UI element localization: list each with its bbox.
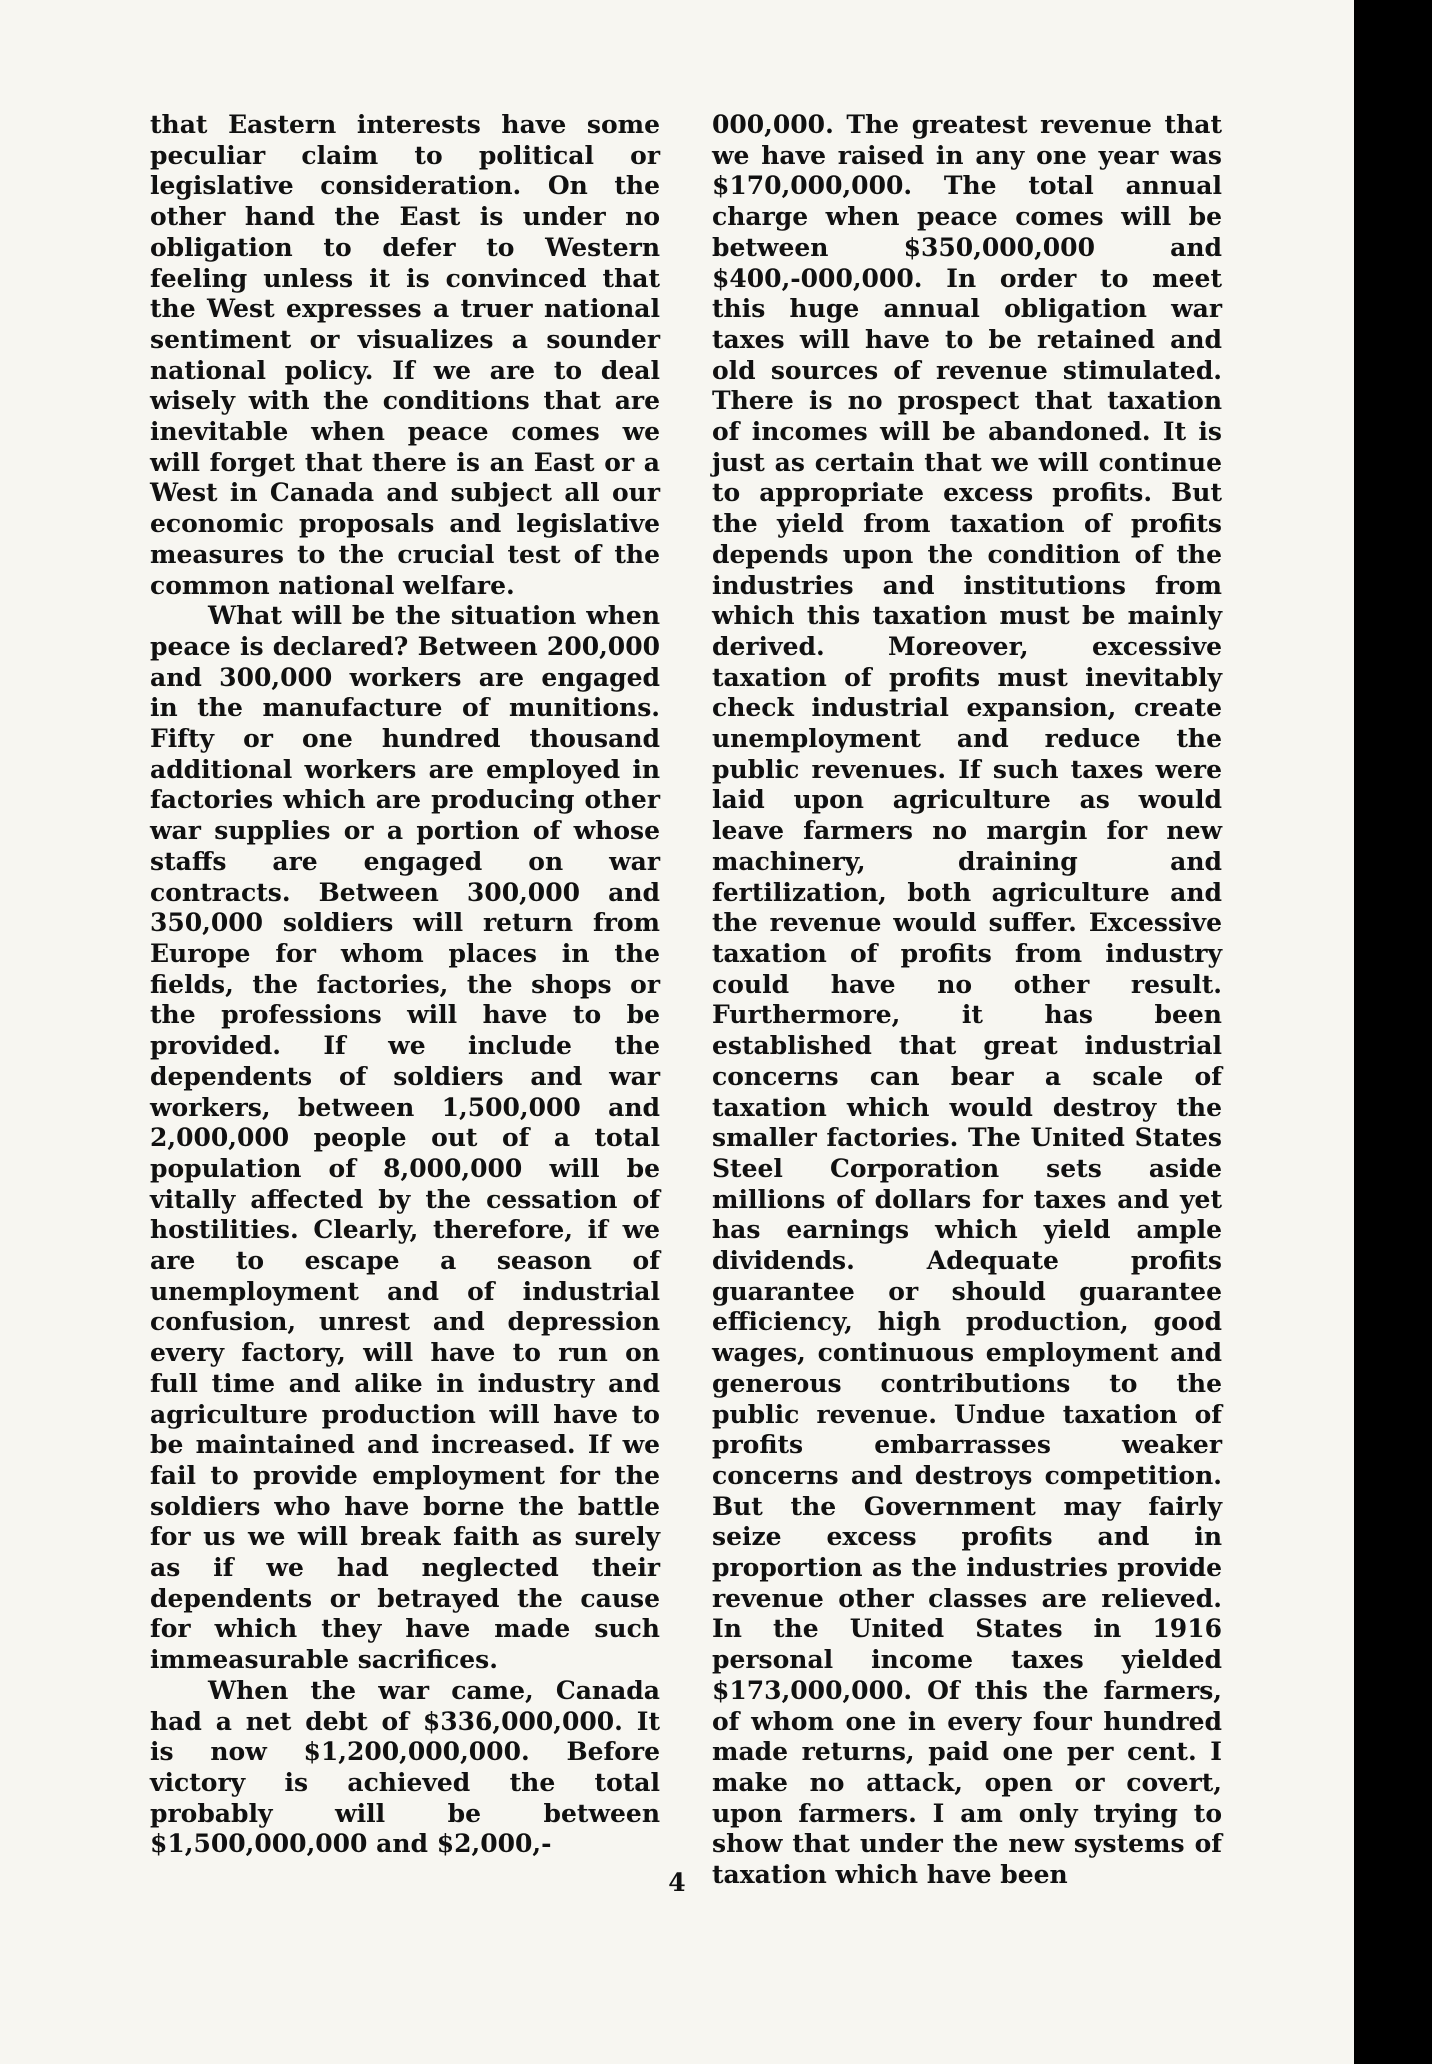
paragraph: When the war came, Canada had a net debt of $336,000,000. It is now $1,200,000,000. Before victory is achieved the total probably will be between $1,500,000,000 and $2,000,- — [150, 1675, 660, 1859]
paragraph: 000,000. The greatest revenue that we have raised in any one year was $170,000,000. The total annual charge when peace comes will be between $350,000,000 and $400,-000,000. In order to meet this huge annual obligation war taxes will have to be retained and old sources of revenue stimulated. There is no prospect that taxation of incomes will be abandoned. It is just as certain that we will continue to appropriate excess profits. But the yield from taxation of profits depends upon the condition of the industries and institutions from which this taxation must be mainly derived. Moreover, excessive taxation of profits must inevitably check industrial expansion, create unemployment and reduce the public revenues. If such taxes were laid upon agriculture as would leave farmers no margin for new machinery, draining and fertilization, both agriculture and the revenue would suffer. Excessive taxation of profits from industry could have no other result. Furthermore, it has been established that great industrial concerns can bear a scale of taxation which would destroy the smaller factories. The United States Steel Corporation sets aside millions of dollars for taxes and yet has earnings which yield ample dividends. Adequate profits guarantee or should guarantee efficiency, high production, good wages, continuous employment and generous contributions to the public revenue. Undue taxation of profits embarrasses weaker concerns and destroys competition. But the Government may fairly seize excess profits and in proportion as the industries provide revenue other classes are relieved. In the United States in 1916 personal income taxes yielded $173,000,000. Of this the farmers, of whom one in every four hundred made returns, paid one per cent. I make no attack, open or covert, upon farmers. I am only trying to show that under the new systems of taxation which have been — [712, 110, 1222, 1890]
left-text-column — [150, 110, 660, 1860]
paragraph: What will be the situation when peace is declared? Between 200,000 and 300,000 workers are engaged in the manufacture of munitions. Fifty or one hundred thousand additional workers are employed in factories which are producing other war supplies or a portion of whose staffs are engaged on war contracts. Between 300,000 and 350,000 soldiers will return from Europe for whom places in the fields, the factories, the shops or the professions will have to be provided. If we include the dependents of soldiers and war workers, between 1,500,000 and 2,000,000 people out of a total population of 8,000,000 will be vitally affected by the cessation of hostilities. Clearly, therefore, if we are to escape a season of unemployment and of industrial confusion, unrest and depression every factory, will have to run on full time and alike in industry and agriculture production will have to be maintained and increased. If we fail to provide employment for the soldiers who have borne the battle for us we will break faith as surely as if we had neglected their dependents or betrayed the cause for which they have made such immeasurable sacrifices. — [150, 601, 660, 1675]
paragraph: that Eastern interests have some peculiar claim to political or legislative consideration. On the other hand the East is under no obligation to defer to Western feeling unless it is convinced that the West expresses a truer national sentiment or visualizes a sounder national policy. If we are to deal wisely with the conditions that are inevitable when peace comes we will forget that there is an East or a West in Canada and subject all our economic proposals and legislative measures to the crucial test of the common national welfare. — [150, 110, 660, 600]
scan-edge — [1354, 0, 1432, 2064]
page-number: 4 — [668, 1868, 686, 1897]
right-text-column — [712, 110, 1222, 1891]
